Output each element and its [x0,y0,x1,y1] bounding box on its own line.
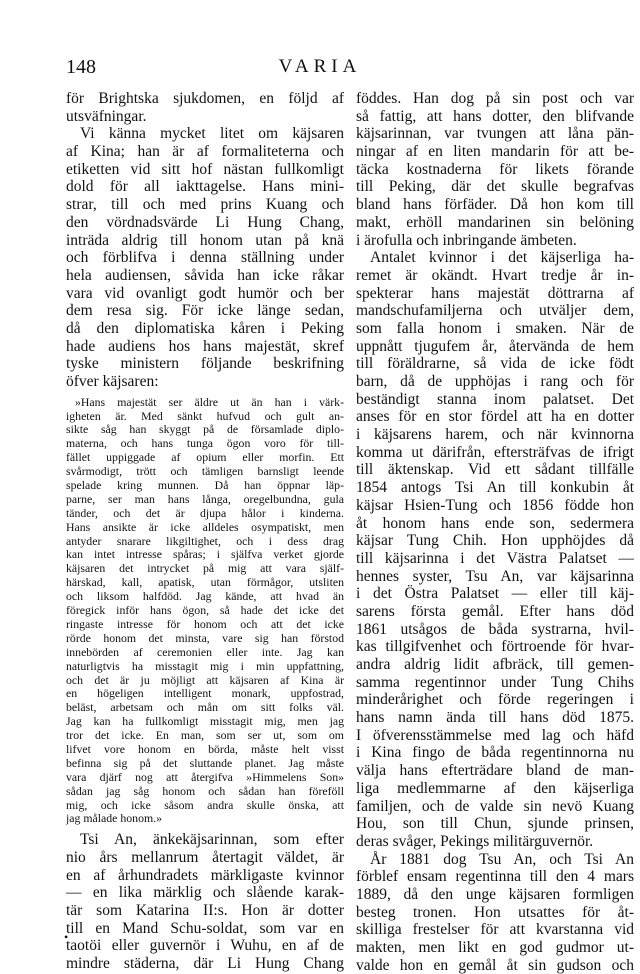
text-line: till en Mand Schu-soldat, som var en [66,919,344,937]
text-line: samma regentinnor under Tung Chihs [356,673,634,691]
print-speck: • [64,930,69,944]
text-line: familjen, och de valde sin nevö Kuang [356,797,634,815]
quote-line: Hans ansikte är icke alldeles osympatiskt, men [66,520,344,534]
text-line: välja hans efterträdare bland de man- [356,762,634,780]
text-line: Tsi An, änkekäjsarinnan, som efter [80,831,344,849]
paragraph [66,125,344,390]
text-line: minderårighet och förde regeringen i [356,691,634,709]
quote-line: antyder snarare likgiltighet, och i dess drag [66,534,344,548]
paragraph [356,90,634,249]
quote-line: Jag kan ha fullkomligt misstagit mig, men jag [66,715,344,729]
quote-line: och liksom halfdöd. Jag kände, att hvad än [66,590,344,604]
text-line: makten, men likt en god gudmor ut- [356,939,634,956]
text-line: som falla honom i smaken. När de [356,319,634,337]
quote-line: vara djärf nog att återgifva »Himmelens Son» [66,770,344,784]
quote-line: föregick inför hans ögon, så hade det icke det [66,604,344,618]
text-line: strar, till och med prins Kuang och [66,196,344,214]
text-line: och förblifva i denna ställning under [66,249,344,267]
text-line: till föräldrarne, så vida de icke födt [356,355,634,373]
text-line: 1861 utsågos de båda systrarna, hvil- [356,620,634,638]
block-quote [66,396,344,827]
text-line: i käjsarens harem, och när kvinnorna [356,426,634,444]
text-line: sarens första gemål. Efter hans död [356,602,634,620]
text-line: kas tillgifvenhet och förtroende för hvar- [356,638,634,656]
text-line: till Peking, där det skulle begrafvas [356,178,634,196]
text-line: beständigt stanna inom palatset. Det [356,390,634,408]
text-line: spekterar hans majestät döttrarna af [356,284,634,302]
text-line: öfver käjsaren: [66,373,159,390]
text-line: dem resa sig. För icke länge sedan, [66,302,344,320]
text-line: för Brightska sjukdomen, en följd af [66,90,344,107]
running-head: VARIA [278,56,362,77]
text-line: ningar af en liten mandarin för att be- [356,143,634,161]
text-line: i ärofulla och inbringande ämbeten. [356,231,577,249]
text-line: käjsar Tung Chih. Hon upphöjdes då [356,532,634,550]
text-line: nio års mellanrum återtagit väldet, är [66,848,344,866]
quote-line: naturligtvis ha misstagit mig i min uppfattning, [66,659,344,673]
text-line: täcka kostnaderna för likets förande [356,160,634,178]
quote-line: materna, och hans tunga ögon voro för till- [66,437,344,451]
quote-line: ringaste intresse för honom och att det icke [66,617,344,631]
quote-line: jag målade honom.» [66,812,162,826]
text-line: uppnått tjugufem år, återvända de hem [356,337,634,355]
quote-line: fället uppiggade af opium eller morfin. Ett [66,451,344,465]
quote-line: sådan jag såg honom och sådan han föreföll [66,784,344,798]
text-line: af Kina; han är af formaliteterna och [66,143,344,161]
quote-line: svårmodigt, trött och tämligen barnsligt leende [66,465,344,479]
text-line: Antalet kvinnor i det käjserliga ha- [370,249,634,267]
text-line: andra aldrig lidit afbräck, till gemen- [356,656,634,673]
quote-line: beläst, arbetsam och mån om sitt folks väl. [66,701,344,715]
text-line: den vördnadsvärde Li Hung Chang, [66,213,344,231]
quote-line: innebörden af ceremonien eller inte. Jag kan [66,645,344,659]
text-line: 1889, då den unge käjsaren formligen [356,885,634,903]
text-line: skilliga frestelser för att kvarstanna vid [356,921,634,939]
text-line: bland hans förfäder. Då hon kom till [356,196,634,214]
page-header [0,56,640,80]
text-line: i det Östra Palatset — eller till käj- [356,585,634,603]
quote-line: befinna sig på det sluttande planet. Jag måste [66,756,344,770]
text-line: taotöi eller guvernör i Wuhu, en af de [66,937,344,955]
text-line: så fattig, att hans dotter, den blifvande [356,107,634,125]
quote-line: lifvet vore honom en börda, måste helt visst [66,742,344,756]
quote-line: härskad, kall, apatisk, utan förmågor, utsliten [66,576,344,590]
text-line: besteg tronen. Hon utsattes för åt- [356,903,634,921]
text-line: inträda aldrig till honom utan på knä [66,231,344,249]
text-line: deras svåger, Pekings militärguvernör. [356,832,594,850]
quote-line: rörde honom det minsta, vare sig han förstod [66,631,344,645]
text-line: hade audiens hos hans majestät, skref [66,337,344,355]
text-line: Hou, son till Chun, sjunde prinsen, [356,815,634,833]
text-line: hela audiensen, såvida han icke råkar [66,266,344,284]
paragraph [66,90,344,125]
quote-line: tror det icke. En man, som ser ut, som om [66,729,344,743]
text-line: dold för all iakttagelse. Hans mini- [66,178,344,196]
text-line: komma ut därifrån, eftersträfvas de ifrigt [356,443,634,461]
text-line: käjsarinnan, var tvungen att låna pän- [356,125,634,143]
text-line: till käjsarinna i det Västra Palatset — [356,549,634,567]
text-line: tär som Katarina II:s. Hon är dotter [66,902,344,920]
text-line: liga medlemmarne af den käjserliga [356,779,634,797]
quote-line: mig, och icke såsom andra skulle önska, att [66,798,344,812]
text-line: etiketten vid sitt hof nästan fullkomligt [66,160,344,178]
quote-line: spelade kring munnen. Då han öppnar läp- [66,479,344,493]
page-number: 148 [66,56,96,78]
quote-line: »Hans majestät ser äldre ut än han i värk- [75,395,344,409]
quote-line: tänder, och det är djupa hålor i kinderna. [66,506,344,520]
text-line: utsväfningar. [66,107,147,125]
text-line: i Kina fingo de båda regentinnorna nu [356,744,634,762]
paragraph [356,249,634,850]
text-line: År 1881 dog Tsu An, och Tsi An [370,850,634,868]
text-line: då den diplomatiska kåren i Peking [66,319,344,337]
quote-line: sikte såg han skyggt på de församlade diplo- [66,423,344,437]
text-line: till äktenskap. Vid ett sådant tillfälle [356,461,634,479]
quote-line: en högeligen intelligent monark, uppfostrad, [66,687,344,701]
text-line: remet är okändt. Hvart tredje år in- [356,266,634,284]
text-line: hans namn ända till hans död 1875. [356,709,634,727]
text-line: vara vid ovanligt godt humör och ber [66,284,344,302]
quote-line: käjsaren det intrycket på mig att vara själf- [66,562,344,576]
text-line: åt honom hans ende son, sedermera [356,514,634,532]
right-column [356,90,634,974]
text-line: makt, erhöll mandarinen sin belöning [356,213,634,231]
left-column [66,90,344,973]
text-line: hennes syster, Tsu An, var käjsarinna [356,567,634,585]
text-line: käjsar Hsien-Tung och 1856 födde hon [356,496,634,514]
text-line: barn, då de upphöjas i rang och för [356,373,634,390]
text-line: I öfverensstämmelse med lag och häfd [356,726,634,744]
quote-line: och det är ju möjligt att käjsaren af Kina är [66,673,344,687]
text-line: anses för en stor fördel att ha en dotter [356,408,634,426]
quote-line: igheten är. Med sänkt hufvud och gult an- [66,409,344,423]
text-line: mandschufamiljerna och utväljer dem, [356,302,634,320]
text-line: förblef ensam regentinna till den 4 mars [356,868,634,886]
paragraph [66,831,344,973]
quote-line: parne, ser man hans långa, oregelbundna, gula [66,492,344,506]
text-line: föddes. Han dog på sin post och var [356,90,634,107]
text-line: en af århundradets märkligaste kvinnor [66,866,344,884]
paragraph [356,851,634,974]
quote-line: kan intet intresse spåras; i själfva verket gjorde [66,548,344,562]
text-line: tyske ministern följande beskrifning [66,355,344,373]
text-line: mindre städerna, där Li Hung Chang [66,955,344,973]
text-line: — en lika märklig och slående karak- [66,884,344,902]
text-line: valde hon en gemål åt sin gudson och [356,956,634,974]
text-line: Vi känna mycket litet om käjsaren [80,125,344,143]
text-line: 1854 antogs Tsi An till konkubin åt [356,479,634,497]
